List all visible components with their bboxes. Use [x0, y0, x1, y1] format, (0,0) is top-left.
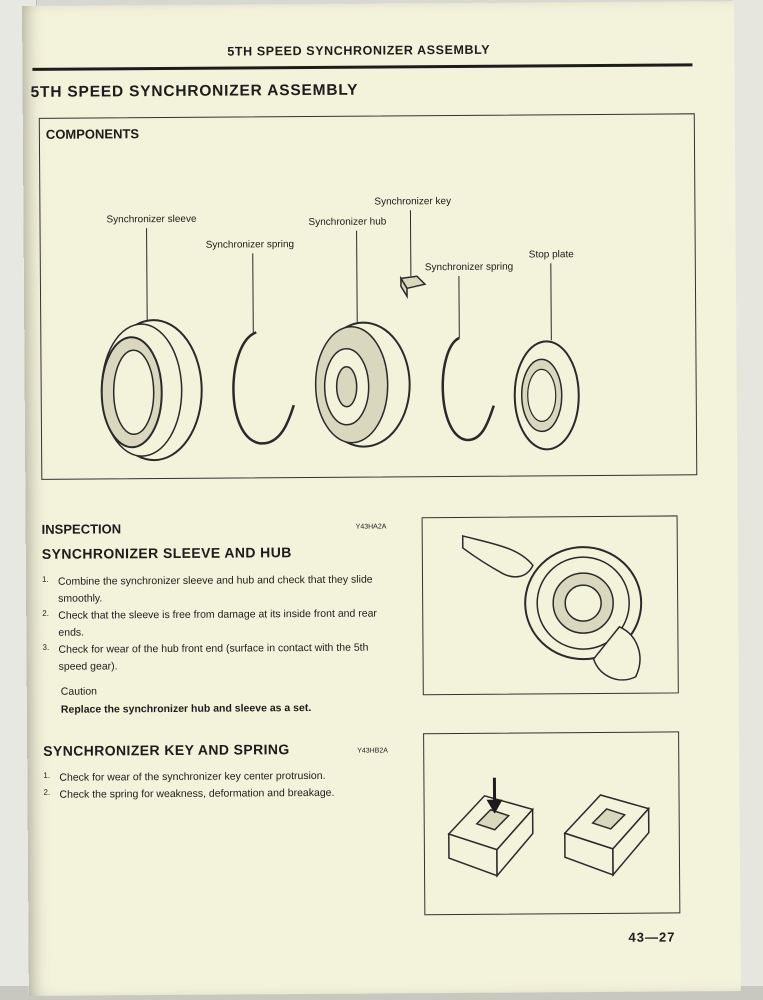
key-figure — [423, 731, 680, 915]
list-item: 3. Check for wear of the hub front end (surface in contact with the 5th speed gear). — [42, 641, 369, 673]
sleeve-hub-steps — [42, 571, 391, 675]
header-rule — [32, 63, 692, 71]
sleeve-hub-heading: SYNCHRONIZER SLEEVE AND HUB — [41, 544, 292, 562]
key-spring-heading: SYNCHRONIZER KEY AND SPRING — [43, 741, 290, 759]
components-illustration — [40, 114, 696, 479]
label-synchronizer-spring-1: Synchronizer spring — [205, 239, 295, 251]
page-number: 43—27 — [628, 929, 676, 945]
list-item: 1. Combine the synchronizer sleeve and hub and check that they slide smoothly. — [41, 573, 373, 605]
components-label: COMPONENTS — [45, 126, 140, 142]
sleeve-hub-figure — [422, 515, 679, 695]
inspection-code: Y43HA2A — [355, 523, 387, 531]
components-diagram — [39, 113, 698, 480]
synchronizer-sleeve-drawing — [101, 320, 202, 461]
list-item: 2. Check that the sleeve is free from damage at its inside front and rear ends. — [42, 607, 377, 639]
label-synchronizer-sleeve: Synchronizer sleeve — [106, 213, 197, 226]
label-synchronizer-key: Synchronizer key — [374, 196, 452, 208]
key-spring-code: Y43HB2A — [357, 747, 388, 755]
label-synchronizer-hub: Synchronizer hub — [308, 216, 387, 229]
sleeve-hub-illustration — [423, 516, 678, 694]
section-title: 5TH SPEED SYNCHRONIZER ASSEMBLY — [30, 81, 359, 101]
manual-page — [22, 1, 741, 996]
synchronizer-spring-1-drawing — [233, 332, 294, 444]
running-header: 5TH SPEED SYNCHRONIZER ASSEMBLY — [227, 42, 491, 59]
label-stop-plate: Stop plate — [528, 249, 574, 261]
list-item: 1. Check for wear of the synchronizer key center protrusion. — [43, 769, 326, 784]
synchronizer-key-drawing — [401, 276, 425, 296]
label-synchronizer-spring-2: Synchronizer spring — [424, 261, 514, 274]
synchronizer-spring-2-drawing — [442, 338, 494, 440]
synchronizer-hub-drawing — [315, 322, 410, 447]
synchronizer-keys-illustration — [424, 732, 679, 914]
stop-plate-drawing — [514, 341, 579, 449]
caution-label: Caution — [60, 685, 98, 698]
list-item: 2. Check the spring for weakness, deformation and breakage. — [43, 786, 335, 801]
caution-text: Replace the synchronizer hub and sleeve as a set. — [60, 701, 312, 716]
key-spring-steps — [43, 767, 393, 803]
inspection-heading: INSPECTION — [41, 521, 122, 537]
